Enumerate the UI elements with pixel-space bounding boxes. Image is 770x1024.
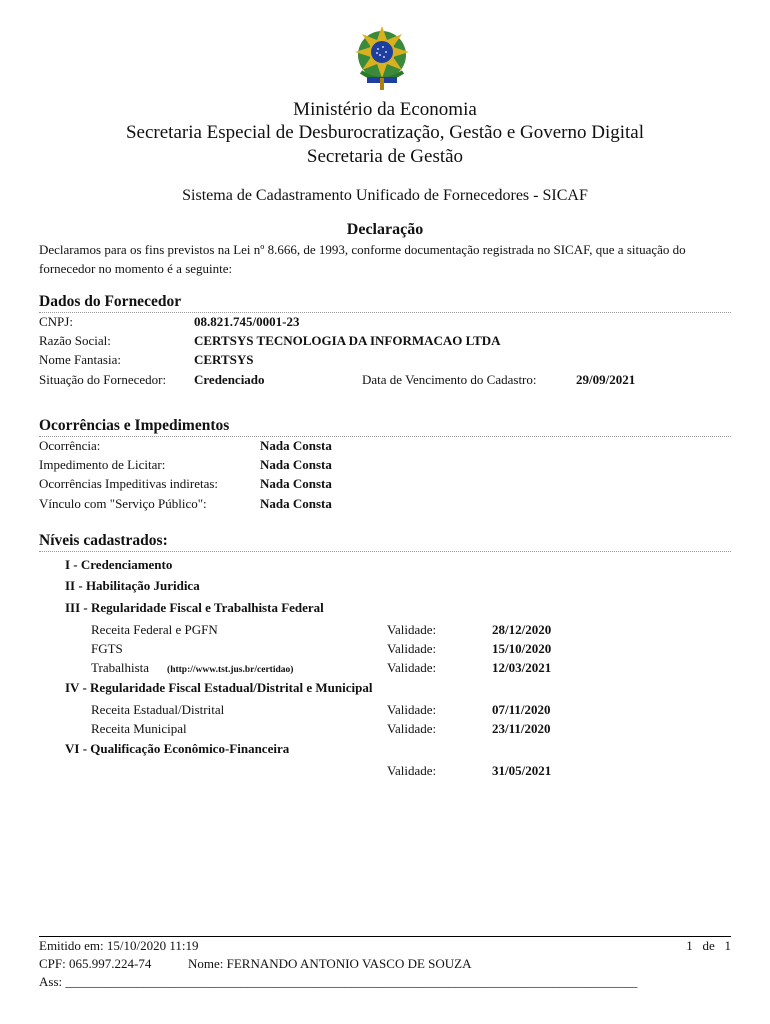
section-ocorrencias: Ocorrências e Impedimentos — [39, 416, 731, 437]
validade-label: Validade: — [387, 641, 437, 656]
footer-divider — [39, 936, 731, 937]
vinculo-value: Nada Consta — [260, 496, 332, 511]
page-number: 1 de 1 — [686, 938, 731, 953]
cnpj-value: 08.821.745/0001-23 — [194, 314, 300, 329]
cnpj-label: CNPJ: — [39, 314, 73, 329]
razao-social-label: Razão Social: — [39, 333, 111, 348]
trabalhista-label: Trabalhista — [91, 660, 150, 675]
emitido-em: Emitido em: 15/10/2020 11:19 — [39, 938, 199, 953]
razao-social-value: CERTSYS TECNOLOGIA DA INFORMACAO LTDA — [194, 333, 501, 348]
receita-estadual-date: 07/11/2020 — [492, 702, 551, 717]
validade-label: Validade: — [387, 702, 437, 717]
fgts-label: FGTS — [91, 641, 123, 656]
cpf: CPF: 065.997.224-74 — [39, 956, 152, 971]
validade-label: Validade: — [387, 622, 437, 637]
vencimento-label: Data de Vencimento do Cadastro: — [362, 372, 537, 387]
nome-emissor: Nome: FERNANDO ANTONIO VASCO DE SOUZA — [188, 956, 472, 971]
secretaria-title: Secretaria de Gestão — [306, 146, 464, 167]
impedimento-label: Impedimento de Licitar: — [39, 457, 166, 472]
section-dados-fornecedor: Dados do Fornecedor — [39, 292, 731, 313]
impedimento-value: Nada Consta — [260, 457, 332, 472]
ocorrencias-indiretas-label: Ocorrências Impeditivas indiretas: — [39, 476, 219, 491]
nivel-credenciamento: I - Credenciamento — [65, 557, 173, 572]
ministry-title: Ministério da Economia — [293, 99, 477, 120]
nome-fantasia-value: CERTSYS — [194, 352, 254, 367]
intro-paragraph: Declaramos para os fins previstos na Lei nº 8.666, de 1993, conforme documentação registrada no SICAF, que a situação do fornecedor no momento é a seguinte: — [39, 242, 686, 276]
nivel-qualificacao: VI - Qualificação Econômico-Financeira — [65, 741, 290, 756]
validade-label: Validade: — [387, 721, 437, 736]
situacao-value: Credenciado — [194, 372, 265, 387]
nivel-regularidade-estadual: IV - Regularidade Fiscal Estadual/Distrital e Municipal — [65, 680, 373, 695]
secretaria-especial-title: Secretaria Especial de Desburocratização, Gestão e Governo Digital — [125, 122, 645, 143]
qualificacao-date: 31/05/2021 — [492, 763, 552, 778]
tst-url: (http://www.tst.jus.br/certidao) — [167, 665, 294, 675]
brasao-republica-icon — [347, 22, 417, 92]
validade-label: Validade: — [387, 660, 437, 675]
assinatura-line: Ass: ________________________________________________________________________________________ — [39, 974, 638, 989]
ocorrencia-label: Ocorrência: — [39, 438, 101, 453]
ocorrencia-value: Nada Consta — [260, 438, 332, 453]
situacao-label: Situação do Fornecedor: — [39, 372, 167, 387]
declaration-title: Declaração — [346, 221, 424, 238]
receita-municipal-date: 23/11/2020 — [492, 721, 551, 736]
section-niveis: Níveis cadastrados: — [39, 531, 731, 552]
receita-estadual-label: Receita Estadual/Distrital — [91, 702, 225, 717]
nivel-regularidade-federal: III - Regularidade Fiscal e Trabalhista Federal — [65, 600, 324, 615]
vinculo-label: Vínculo com "Serviço Público": — [39, 496, 207, 511]
trabalhista-date: 12/03/2021 — [492, 660, 552, 675]
trabalhista-row — [91, 660, 293, 676]
receita-federal-date: 28/12/2020 — [492, 622, 552, 637]
receita-federal-label: Receita Federal e PGFN — [91, 622, 218, 637]
nivel-habilitacao: II - Habilitação Juridica — [65, 578, 200, 593]
system-title: Sistema de Cadastramento Unificado de Fornecedores - SICAF — [182, 187, 588, 204]
nome-fantasia-label: Nome Fantasia: — [39, 352, 121, 367]
vencimento-value: 29/09/2021 — [576, 372, 636, 387]
receita-municipal-label: Receita Municipal — [91, 721, 187, 736]
validade-label: Validade: — [387, 763, 437, 778]
fgts-date: 15/10/2020 — [492, 641, 552, 656]
ocorrencias-indiretas-value: Nada Consta — [260, 476, 332, 491]
